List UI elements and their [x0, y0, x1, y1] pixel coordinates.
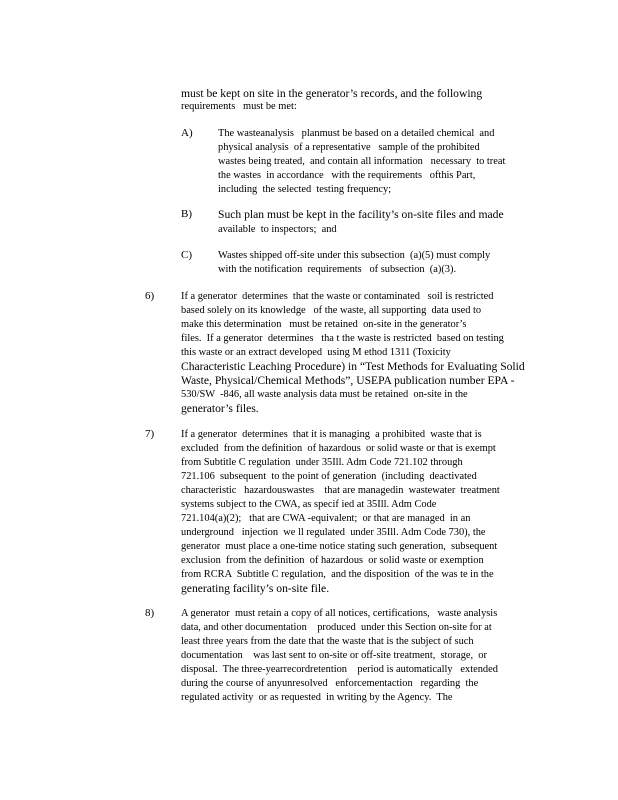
item-line: underground injection we ll regulated under 35Ill. Adm Code 730), the — [181, 527, 486, 538]
sub-item-marker-a: A) — [181, 127, 193, 139]
intro-line: must be kept on site in the generator’s records, and the following — [181, 87, 483, 100]
sub-item-line: The wasteanalysis planmust be based on a detailed chemical and — [218, 128, 495, 139]
item-line: this waste or an extract developed using M ethod 1311 (Toxicity — [181, 347, 451, 358]
item-line: regulated activity or as requested in writing by the Agency. The — [181, 692, 453, 703]
item-line: based solely on its knowledge of the waste, all supporting data used to — [181, 305, 482, 316]
item-line: systems subject to the CWA, as specif ied at 35Ill. Adm Code — [181, 499, 437, 510]
item-line: 530/SW -846, all waste analysis data must be retained on-site in the — [181, 389, 468, 400]
item-line: disposal. The three-yearrecordretention period is automatically extended — [181, 664, 498, 675]
item-line: 721.104(a)(2); that are CWA -equivalent; or that are managed in an — [181, 513, 471, 524]
sub-item-line: wastes being treated, and contain all information necessary to treat — [218, 156, 506, 167]
item-line: from RCRA Subtitle C regulation, and the disposition of the was te in the — [181, 569, 494, 580]
item-line: during the course of anyunresolved enforcementaction regarding the — [181, 678, 479, 689]
item-line: 721.106 subsequent to the point of generation (including deactivated — [181, 471, 477, 482]
sub-item-line: Such plan must be kept in the facility’s on-site files and made — [218, 208, 504, 221]
item-line: If a generator determines that the waste or contaminated soil is restricted — [181, 291, 494, 302]
sub-item-line: the wastes in accordance with the requirements ofthis Part, — [218, 170, 476, 181]
item-marker-6: 6) — [145, 290, 155, 302]
item-line: A generator must retain a copy of all notices, certifications, waste analysis — [181, 608, 498, 619]
sub-item-line: available to inspectors; and — [218, 224, 337, 235]
sub-item-line: including the selected testing frequency; — [218, 184, 392, 195]
item-line: generating facility’s on-site file. — [181, 582, 330, 595]
item-line: If a generator determines that it is managing a prohibited waste that is — [181, 429, 482, 440]
item-line: generator’s files. — [181, 402, 259, 415]
item-line: data, and other documentation produced under this Section on-site for at — [181, 622, 492, 633]
item-line: from Subtitle C regulation under 35Ill. Adm Code 721.102 through — [181, 457, 463, 468]
item-line: make this determination must be retained on-site in the generator’s — [181, 319, 467, 330]
item-line: documentation was last sent to on-site or off-site treatment, storage, or — [181, 650, 487, 661]
item-marker-7: 7) — [145, 428, 155, 440]
item-line: excluded from the definition of hazardous or solid waste or that is exempt — [181, 443, 496, 454]
item-line: least three years from the date that the waste that is the subject of such — [181, 636, 474, 647]
item-line: exclusion from the definition of hazardous or solid waste or exemption — [181, 555, 484, 566]
sub-item-marker-c: C) — [181, 249, 192, 261]
item-line: Characteristic Leaching Procedure) in “Test Methods for Evaluating Solid — [181, 360, 525, 373]
sub-item-line: with the notification requirements of subsection (a)(3). — [218, 264, 457, 275]
item-marker-8: 8) — [145, 607, 155, 619]
intro-line: requirements must be met: — [181, 101, 297, 112]
item-line: Waste, Physical/Chemical Methods”, USEPA publication number EPA - — [181, 374, 515, 387]
sub-item-line: Wastes shipped off-site under this subsection (a)(5) must comply — [218, 250, 491, 261]
item-line: files. If a generator determines tha t the waste is restricted based on testing — [181, 333, 504, 344]
item-line: generator must place a one-time notice stating such generation, subsequent — [181, 541, 498, 552]
sub-item-line: physical analysis of a representative sample of the prohibited — [218, 142, 480, 153]
sub-item-marker-b: B) — [181, 208, 192, 220]
item-line: characteristic hazardouswastes that are managedin wastewater treatment — [181, 485, 500, 496]
